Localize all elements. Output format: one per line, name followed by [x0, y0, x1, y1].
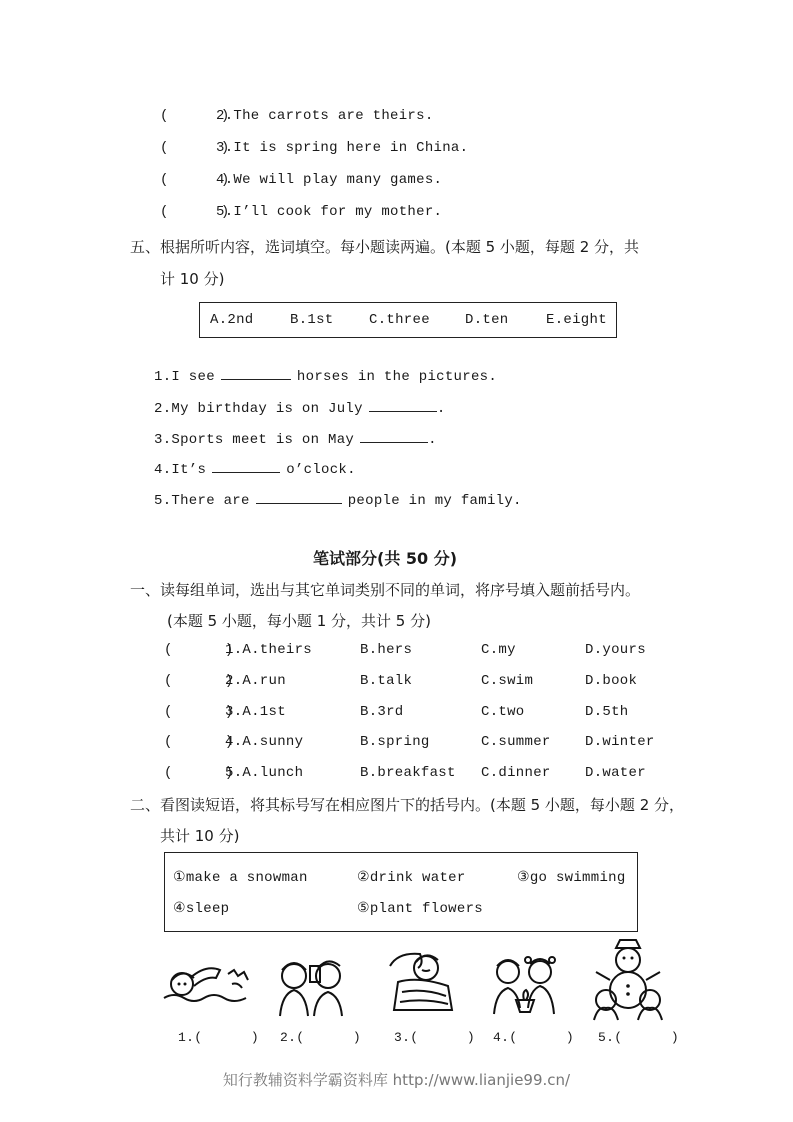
picture-answer-paren[interactable]: 3.( ) — [394, 1030, 476, 1045]
word-option: D.5th — [585, 704, 629, 720]
listening-item: 2.The carrots are theirs. — [216, 108, 434, 124]
word-option: C.swim — [481, 673, 534, 689]
fill-sentence: 2.My birthday is on July . — [154, 397, 446, 417]
word-option: B.talk — [360, 673, 413, 689]
drinking-picture-icon — [272, 956, 352, 1020]
part1-heading-cont: (本题 5 小题，每小题 1 分，共计 5 分) — [167, 612, 431, 630]
answer-paren[interactable]: ( ) — [160, 172, 230, 188]
option: B.1st — [290, 312, 334, 328]
phrase: ②drink water — [357, 870, 466, 886]
answer-paren[interactable]: ( ) — [164, 704, 234, 720]
part2-heading-cont: 共计 10 分) — [160, 827, 240, 845]
planting-picture-icon — [488, 956, 560, 1020]
answer-paren[interactable]: ( ) — [164, 765, 234, 781]
section5-heading-cont: 计 10 分) — [160, 270, 225, 288]
listening-item: 5.I’ll cook for my mother. — [216, 204, 443, 220]
footer-watermark: 知行教辅资料学霸资料库 http://www.lianjie99.cn/ — [222, 1071, 571, 1089]
word-option: B.breakfast — [360, 765, 456, 781]
word-option: D.yours — [585, 642, 646, 658]
fill-sentence: 1.I see horses in the pictures. — [154, 365, 497, 385]
answer-blank[interactable] — [360, 428, 428, 443]
word-option: B.spring — [360, 734, 430, 750]
swimming-picture-icon — [162, 962, 254, 1020]
phrases-box — [164, 852, 638, 932]
answer-paren[interactable]: ( ) — [164, 673, 234, 689]
word-option: 5.A.lunch — [225, 765, 304, 781]
picture-answer-paren[interactable]: 2.( ) — [280, 1030, 362, 1045]
word-option: 4.A.sunny — [225, 734, 304, 750]
word-option: B.3rd — [360, 704, 404, 720]
answer-blank[interactable] — [221, 365, 291, 380]
picture-answer-paren[interactable]: 1.( ) — [178, 1030, 260, 1045]
listening-item: 3.It is spring here in China. — [216, 140, 469, 156]
word-option: C.summer — [481, 734, 551, 750]
word-option: 2.A.run — [225, 673, 286, 689]
word-option: D.winter — [585, 734, 655, 750]
phrase: ⑤plant flowers — [357, 901, 483, 917]
word-option: C.dinner — [481, 765, 551, 781]
fill-sentence: 5.There are people in my family. — [154, 489, 522, 509]
answer-blank[interactable] — [369, 397, 437, 412]
options-box — [199, 302, 617, 338]
option: E.eight — [546, 312, 607, 328]
section5-heading: 五、根据所听内容，选词填空。每小题读两遍。(本题 5 小题，每题 2 分，共 — [130, 238, 640, 256]
listening-item: 4.We will play many games. — [216, 172, 443, 188]
word-option: C.my — [481, 642, 516, 658]
fill-sentence: 3.Sports meet is on May . — [154, 428, 437, 448]
fill-sentence: 4.It’s o’clock. — [154, 458, 356, 478]
word-option: 3.A.1st — [225, 704, 286, 720]
answer-paren[interactable]: ( ) — [164, 734, 234, 750]
picture-answer-paren[interactable]: 5.( ) — [598, 1030, 680, 1045]
phrase: ③go swimming — [517, 870, 626, 886]
snowman-picture-icon — [590, 936, 666, 1022]
answer-blank[interactable] — [256, 489, 342, 504]
answer-paren[interactable]: ( ) — [160, 140, 230, 156]
word-option: C.two — [481, 704, 525, 720]
answer-paren[interactable]: ( ) — [164, 642, 234, 658]
option: C.three — [369, 312, 430, 328]
word-option: 1.A.theirs — [225, 642, 313, 658]
answer-paren[interactable]: ( ) — [160, 204, 230, 220]
picture-answer-paren[interactable]: 4.( ) — [493, 1030, 575, 1045]
sleeping-picture-icon — [384, 948, 456, 1016]
phrase: ①make a snowman — [173, 870, 308, 886]
written-part-title: 笔试部分(共 50 分) — [313, 549, 458, 568]
part1-heading: 一、读每组单词，选出与其它单词类别不同的单词，将序号填入题前括号内。 — [130, 581, 641, 599]
phrase: ④sleep — [173, 901, 230, 917]
word-option: B.hers — [360, 642, 413, 658]
option: D.ten — [465, 312, 509, 328]
word-option: D.book — [585, 673, 638, 689]
answer-paren[interactable]: ( ) — [160, 108, 230, 124]
part2-heading: 二、看图读短语，将其标号写在相应图片下的括号内。(本题 5 小题，每小题 2 分， — [130, 796, 685, 814]
word-option: D.water — [585, 765, 646, 781]
option: A.2nd — [210, 312, 254, 328]
answer-blank[interactable] — [212, 458, 280, 473]
